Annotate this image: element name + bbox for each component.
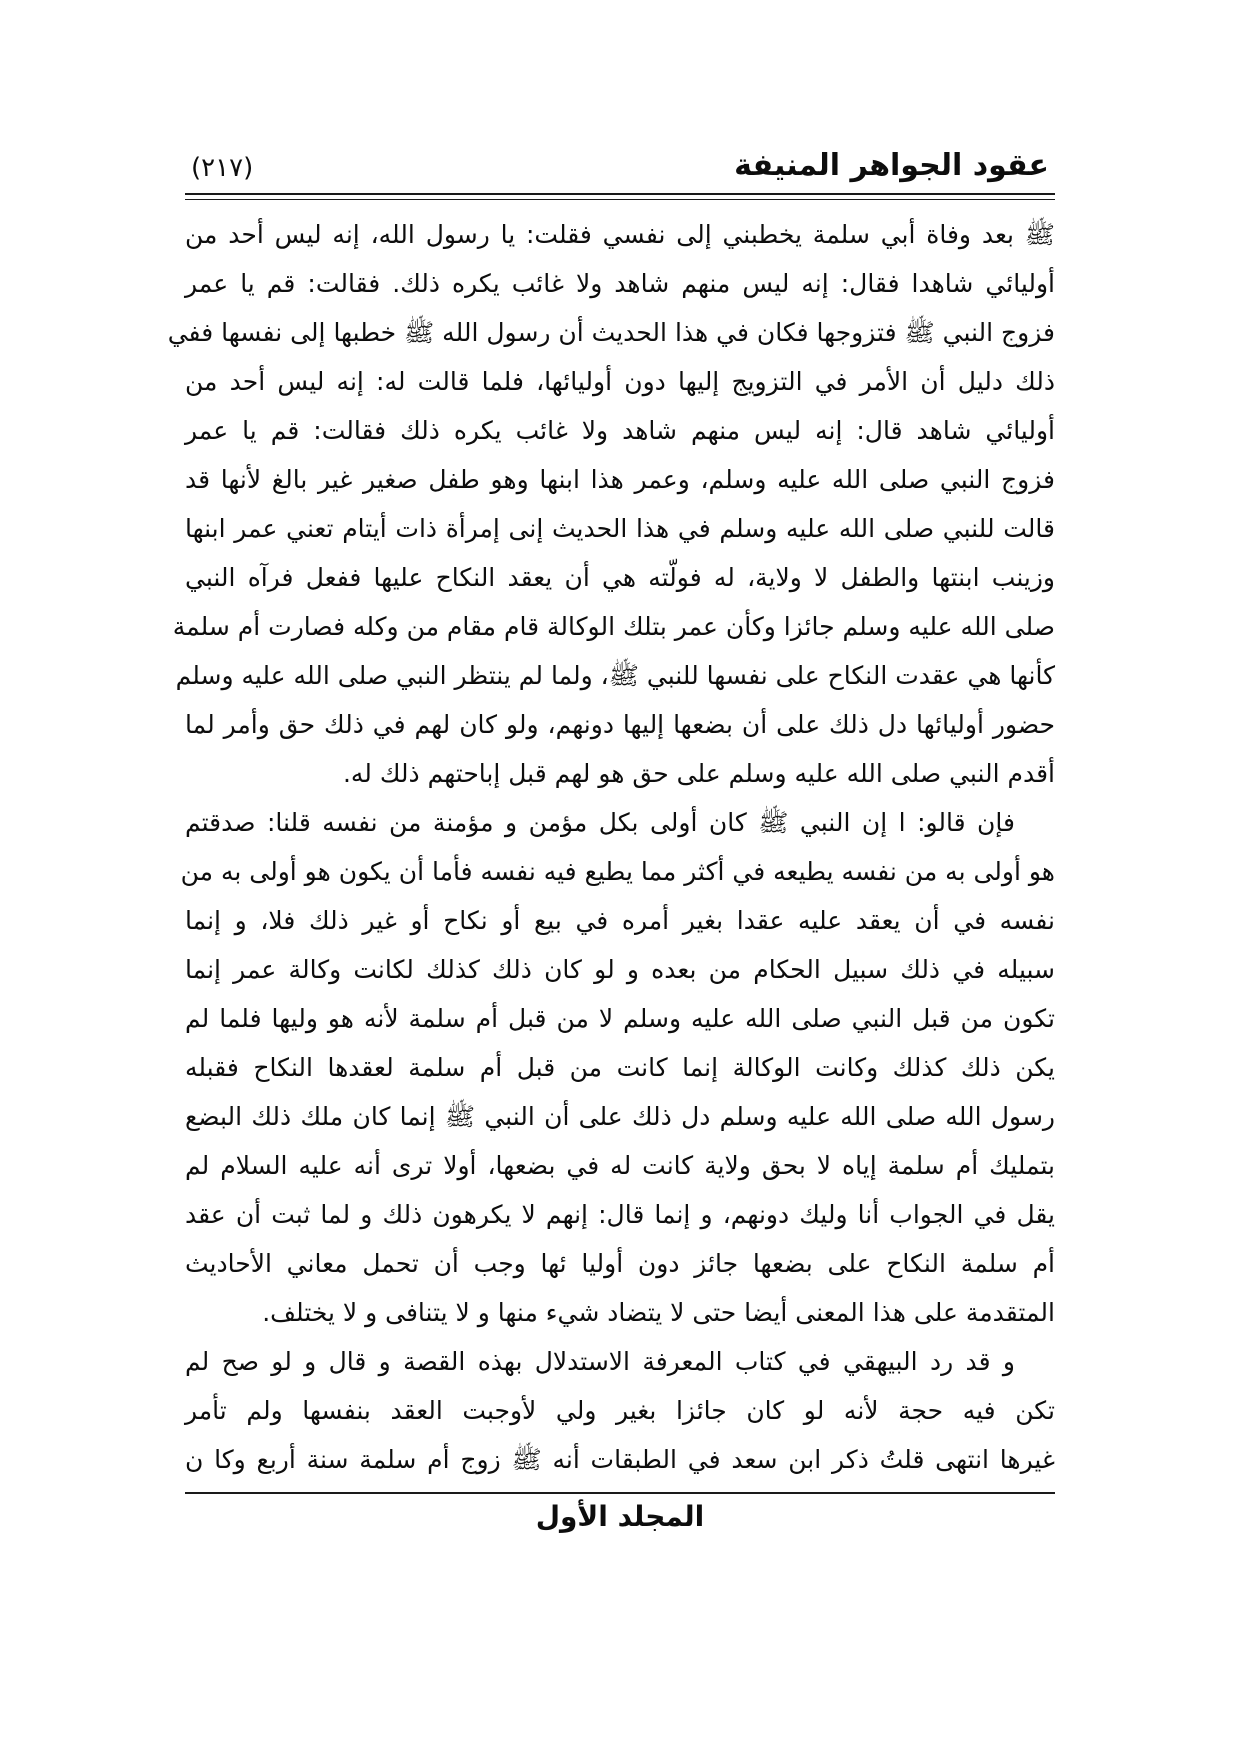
text-line: تكن فيه حجة لأنه لو كان جائزا بغير ولي لأوجبت العقد بنفسها ولم تأمر [185, 1396, 1055, 1425]
text-line: كأنها هي عقدت النكاح على نفسها للنبي ﷺ، ولما لم ينتظر النبي صلى الله عليه وسلم [175, 661, 1055, 690]
book-page [167, 0, 1055, 1533]
text-line: رسول الله صلى الله عليه وسلم دل ذلك على أن النبي ﷺ إنما كان ملك ذلك البضع [185, 1102, 1055, 1131]
text-line: فإن قالو: ا إن النبي ﷺ كان أولى بكل مؤمن و مؤمنة من نفسه قلنا: صدقتم [185, 808, 1015, 837]
volume-label: المجلد الأول [535, 1500, 705, 1533]
page-title: عقود الجواهر المنيفة [734, 148, 1049, 183]
text-line: أم سلمة النكاح على بضعها جائز دون أوليا ئها وجب أن تحمل معاني الأحاديث [185, 1249, 1055, 1278]
text-line: يكن ذلك كذلك وكانت الوكالة إنما كانت من قبل أم سلمة لعقدها النكاح فقبله [185, 1053, 1055, 1082]
page-number: (٢١٧) [191, 153, 254, 183]
text-line: صلى الله عليه وسلم جائزا وكأن عمر بتلك الوكالة قام مقام من وكله فصارت أم سلمة [172, 612, 1055, 641]
text-line: ﷺ بعد وفاة أبي سلمة يخطبني إلى نفسي فقلت: يا رسول الله، إنه ليس أحد من [185, 220, 1055, 249]
text-line: فزوج النبي صلى الله عليه وسلم، وعمر هذا ابنها وهو طفل صغير غير بالغ لأنها قد [185, 465, 1055, 494]
text-line: أوليائي شاهد قال: إنه ليس منهم شاهد ولا غائب يكره ذلك فقالت: قم يا عمر [185, 416, 1055, 445]
text-line: هو أولى به من نفسه يطيعه في أكثر مما يطيع فيه نفسه فأما أن يكون هو أولى به من [180, 857, 1055, 886]
text-line: المتقدمة على هذا المعنى أيضا حتى لا يتضاد شيء منها و لا يتنافى و لا يختلف. [262, 1298, 1055, 1327]
text-line: غيرها انتهى قلتُ ذكر ابن سعد في الطبقات أنه ﷺ زوج أم سلمة سنة أربع وكا ن [185, 1445, 1055, 1474]
text-line: فزوج النبي ﷺ فتزوجها فكان في هذا الحديث أن رسول الله ﷺ خطبها إلى نفسها ففي [167, 318, 1055, 347]
text-line: وزينب ابنتها والطفل لا ولاية، له فولّته هي أن يعقد النكاح عليها ففعل فرآه النبي [185, 563, 1055, 592]
text-line: بتمليك أم سلمة إياه لا بحق ولاية كانت له في بضعها، أولا ترى أنه عليه السلام لم [185, 1151, 1055, 1180]
body-text [167, 210, 1055, 1484]
text-line: أقدم النبي صلى الله عليه وسلم على حق هو لهم قبل إباحتهم ذلك له. [342, 759, 1055, 788]
page-header [185, 148, 1055, 193]
text-line: سبيله في ذلك سبيل الحكام من بعده و لو كان ذلك كذلك لكانت وكالة عمر إنما [185, 955, 1055, 984]
text-line: ذلك دليل أن الأمر في التزويج إليها دون أوليائها، فلما قالت له: إنه ليس أحد من [185, 367, 1055, 396]
header-rule [185, 193, 1055, 200]
text-line: تكون من قبل النبي صلى الله عليه وسلم لا من قبل أم سلمة لأنه هو وليها فلما لم [185, 1004, 1055, 1033]
text-line: نفسه في أن يعقد عليه عقدا بغير أمره في بيع أو نكاح أو غير ذلك فلا، و إنما [185, 906, 1055, 935]
text-line: يقل في الجواب أنا وليك دونهم، و إنما قال: إنهم لا يكرهون ذلك و لما ثبت أن عقد [185, 1200, 1055, 1229]
text-line: قالت للنبي صلى الله عليه وسلم في هذا الحديث إنى إمرأة ذات أيتام تعني عمر ابنها [185, 514, 1055, 543]
text-line: و قد رد البيهقي في كتاب المعرفة الاستدلال بهذه القصة و قال و لو صح لم [185, 1347, 1015, 1376]
footer-rule [185, 1492, 1055, 1494]
text-line: حضور أوليائها دل ذلك على أن بضعها إليها دونهم، ولو كان لهم في ذلك حق وأمر لما [185, 710, 1055, 739]
text-line: أوليائي شاهدا فقال: إنه ليس منهم شاهد ولا غائب يكره ذلك. فقالت: قم يا عمر [185, 269, 1055, 298]
